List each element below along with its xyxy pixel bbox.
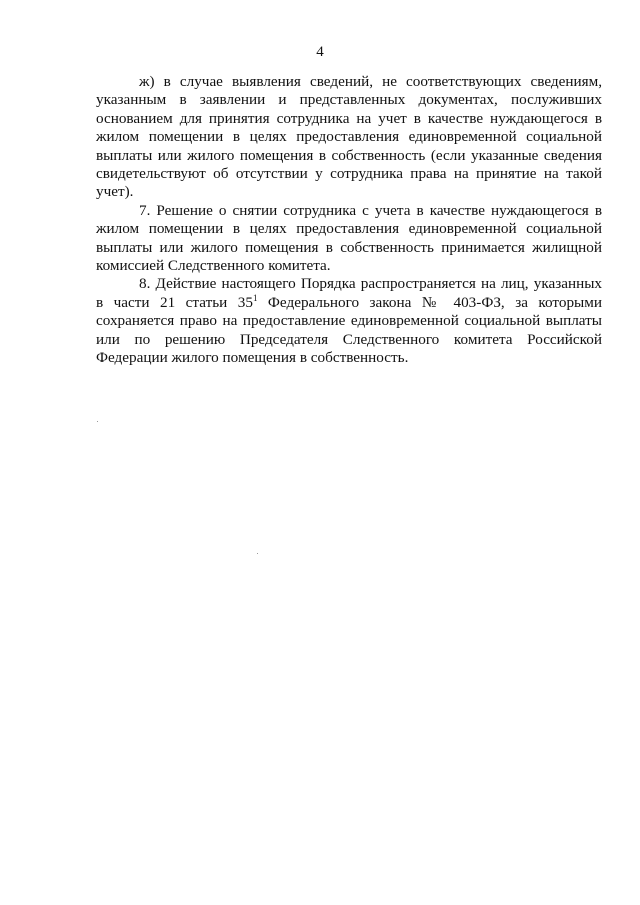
document-body [96,73,602,368]
page-number: 4 [316,44,324,60]
paragraph-item-zh: ж) в случае выявления сведений, не соответствующих сведениям, указанным в заявлении и представленных документах, послуживших основанием для принятия сотрудника на учет в качестве нуждающегося в жилом помещении в целях предоставления единовременной социальной выплаты или жилого помещения в собственность (если указанные сведения свидетельствуют об отсутствии у сотрудника права на принятие на такой учет). [96,73,602,201]
paragraph-8-text-end: Федерального закона № 403-ФЗ, за которыми сохраняется право на предоставление единовременной социальной выплаты или по решению Председателя Следственного комитета Российской Федерации жилого помещения в собственность. [96,293,602,367]
paragraph-7: 7. Решение о снятии сотрудника с учета в качестве нуждающегося в жилом помещении в целях предоставления единовременной социальной выплаты или жилого помещения в собственность принимается жилищной комиссией Следственного комитета. [96,201,602,275]
scan-speck [97,421,98,422]
paragraph-8-text-start: 8. Действие настоящего Порядка распространяется на лиц, указанных в части 21 статьи 35 [96,275,602,311]
paragraph-8 [96,275,602,367]
footnote-superscript: 1 [252,292,258,303]
scan-speck [257,553,258,554]
